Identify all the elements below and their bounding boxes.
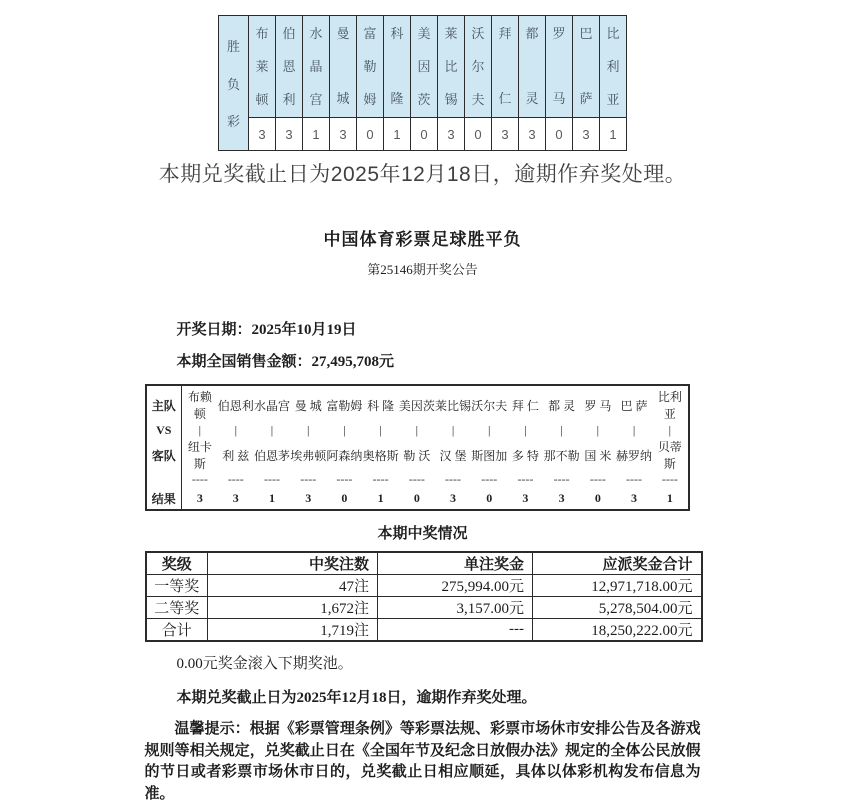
announcement-subtitle: 第25146期开奖公告 xyxy=(367,262,478,277)
team-name-7 xyxy=(438,16,464,117)
announcement-title: 中国体育彩票足球胜平负 xyxy=(323,230,522,249)
team-8-char-2: 夫 xyxy=(471,92,485,107)
vs-mark-10: | xyxy=(560,422,563,437)
team-13-char-2: 亚 xyxy=(606,92,620,107)
away-team-10: 那不勒 xyxy=(543,448,580,463)
pool-name-char-1: 负 xyxy=(226,76,240,92)
match-result-6: 0 xyxy=(413,490,420,505)
vs-mark-3: | xyxy=(307,422,310,437)
away-team-7: 汉 堡 xyxy=(439,448,467,463)
prize-cell-0-2: 275,994.00元 xyxy=(378,575,533,597)
prize-header-3: 应派奖金合计 xyxy=(533,552,702,575)
prize-header-0: 奖级 xyxy=(146,552,208,575)
team-12-char-1: 萨 xyxy=(579,91,593,106)
result-value-7: 3 xyxy=(438,118,465,151)
result-value-1: 3 xyxy=(276,118,303,151)
team-name-11 xyxy=(546,16,572,117)
result-header-table xyxy=(218,15,627,151)
away-team-13: 贝蒂斯 xyxy=(657,440,682,471)
match-table xyxy=(145,384,690,511)
team-6-char-0: 美 xyxy=(417,26,431,41)
vs-mark-12: | xyxy=(632,422,636,437)
team-6-char-2: 茨 xyxy=(417,92,431,107)
team-name-5 xyxy=(384,16,410,117)
match-row-label-r-home: 主队 xyxy=(146,385,182,422)
home-team-13: 比利亚 xyxy=(657,390,682,421)
team-name-3 xyxy=(330,16,356,117)
team-9-char-0: 拜 xyxy=(498,26,512,41)
team-0-char-1: 莱 xyxy=(255,59,269,74)
dash-mark-7: ---- xyxy=(445,472,462,486)
result-value-8: 0 xyxy=(465,118,492,151)
team-cell-2 xyxy=(303,16,330,118)
team-8-char-1: 尔 xyxy=(471,59,485,74)
team-name-9 xyxy=(492,16,518,117)
result-value-3: 3 xyxy=(330,118,357,151)
team-cell-5 xyxy=(384,16,411,118)
team-5-char-1: 隆 xyxy=(390,91,404,106)
dash-mark-3: ---- xyxy=(300,472,317,486)
pool-name-cell xyxy=(219,16,249,151)
team-0-char-0: 布 xyxy=(255,26,269,41)
team-cell-7 xyxy=(438,16,465,118)
vs-mark-6: | xyxy=(415,422,419,437)
away-team-9: 多 特 xyxy=(511,448,539,463)
match-result-0: 3 xyxy=(196,490,203,505)
team-name-13 xyxy=(600,16,626,117)
dash-mark-8: ---- xyxy=(481,472,498,486)
team-12-char-0: 巴 xyxy=(579,26,593,41)
result-value-0: 3 xyxy=(249,118,276,151)
result-value-6: 0 xyxy=(411,118,438,151)
result-value-2: 1 xyxy=(303,118,330,151)
prize-cell-2-0: 合计 xyxy=(146,619,208,642)
team-name-0 xyxy=(249,16,275,117)
team-name-6 xyxy=(411,16,437,117)
team-13-char-0: 比 xyxy=(606,26,620,41)
home-team-9: 拜 仁 xyxy=(511,398,539,413)
team-7-char-1: 比 xyxy=(444,59,458,74)
match-result-13: 1 xyxy=(666,490,673,505)
match-result-3: 3 xyxy=(305,490,312,505)
dash-mark-2: ---- xyxy=(264,472,280,486)
team-cell-12 xyxy=(573,16,600,118)
team-cell-6 xyxy=(411,16,438,118)
team-8-char-0: 沃 xyxy=(471,26,485,41)
home-team-7: 莱比锡 xyxy=(435,398,472,413)
dash-mark-6: ---- xyxy=(408,472,425,486)
home-team-11: 罗 马 xyxy=(584,398,612,413)
away-team-1: 利 兹 xyxy=(222,448,250,463)
match-result-1: 3 xyxy=(232,490,239,505)
prize-cell-2-1: 1,719注 xyxy=(208,619,378,642)
home-team-10: 都 灵 xyxy=(548,398,576,413)
team-name-1 xyxy=(276,16,302,117)
prize-cell-2-3: 18,250,222.00元 xyxy=(533,619,702,642)
team-cell-8 xyxy=(465,16,492,118)
home-team-1: 伯恩利 xyxy=(217,398,254,413)
prize-cell-0-3: 12,971,718.00元 xyxy=(533,575,702,597)
team-11-char-1: 马 xyxy=(552,91,566,106)
vs-mark-1: | xyxy=(234,422,237,437)
home-team-5: 科 隆 xyxy=(367,398,395,413)
team-name-12 xyxy=(573,16,599,117)
vs-mark-4: | xyxy=(343,422,346,437)
vs-mark-13: | xyxy=(668,422,672,437)
team-2-char-1: 晶 xyxy=(309,59,323,74)
away-team-8: 斯图加 xyxy=(471,448,508,463)
home-team-12: 巴 萨 xyxy=(620,398,648,413)
away-team-5: 奥格斯 xyxy=(362,448,399,463)
dash-mark-12: ---- xyxy=(626,472,643,486)
vs-mark-11: | xyxy=(596,422,600,437)
match-result-2: 1 xyxy=(269,490,275,505)
dash-mark-5: ---- xyxy=(372,472,389,486)
team-11-char-0: 罗 xyxy=(552,26,566,41)
match-result-7: 3 xyxy=(450,490,457,505)
match-result-11: 0 xyxy=(594,490,601,505)
team-cell-11 xyxy=(546,16,573,118)
match-result-5: 1 xyxy=(377,490,384,505)
dash-mark-10: ---- xyxy=(553,472,570,486)
dash-mark-0: ---- xyxy=(191,472,208,486)
match-result-8: 0 xyxy=(486,490,493,505)
home-team-2: 水晶宫 xyxy=(254,398,291,413)
prize-cell-1-3: 5,278,504.00元 xyxy=(533,597,702,619)
team-cell-0 xyxy=(249,16,276,118)
vs-mark-0: | xyxy=(198,422,202,437)
vs-mark-9: | xyxy=(524,422,527,437)
team-cell-13 xyxy=(600,16,627,118)
match-table-body xyxy=(146,385,689,510)
result-value-12: 3 xyxy=(573,118,600,151)
team-cell-4 xyxy=(357,16,384,118)
vs-mark-5: | xyxy=(379,422,382,437)
team-1-char-1: 恩 xyxy=(282,59,296,74)
prize-cell-0-1: 47注 xyxy=(208,575,378,597)
team-3-char-1: 城 xyxy=(336,91,350,106)
prize-cell-1-2: 3,157.00元 xyxy=(378,597,533,619)
top-deadline-notice: 本期兑奖截止日为2025年12月18日，逾期作弃奖处理。 xyxy=(158,163,687,186)
result-header-table-body xyxy=(219,16,627,151)
away-team-2: 伯恩茅 xyxy=(254,448,291,463)
prize-table xyxy=(145,551,703,642)
team-cell-3 xyxy=(330,16,357,118)
team-name-2 xyxy=(303,16,329,117)
team-6-char-1: 因 xyxy=(417,59,431,74)
match-row-label-r-dash xyxy=(146,472,182,487)
pool-name-text xyxy=(219,18,248,148)
match-result-9: 3 xyxy=(522,490,529,505)
tips-paragraph: 温馨提示：根据《彩票管理条例》等彩票法规、彩票市场休市安排公告及各游戏规则等相关规定，兑奖截止日在《全国年节及纪念日放假办法》规定的全体公民放假的节日或者彩票市场休市日的，兑奖截止日相应顺延，具体以体彩机构发布信息为准。 xyxy=(144,721,701,802)
dash-mark-13: ---- xyxy=(661,472,678,486)
away-team-0: 纽卡斯 xyxy=(187,440,212,471)
team-0-char-2: 顿 xyxy=(255,92,269,107)
away-team-12: 赫罗纳 xyxy=(616,448,653,463)
team-9-char-1: 仁 xyxy=(498,91,512,106)
vs-mark-2: | xyxy=(270,422,274,437)
away-team-11: 国 米 xyxy=(584,448,612,463)
top-results-section xyxy=(0,0,845,188)
team-2-char-2: 宫 xyxy=(309,92,323,107)
result-value-10: 3 xyxy=(519,118,546,151)
team-10-char-0: 都 xyxy=(525,26,539,41)
match-result-12: 3 xyxy=(631,490,638,505)
away-team-4: 阿森纳 xyxy=(326,448,363,463)
sales-amount-line: 本期全国销售金额：27,495,708元 xyxy=(176,354,395,370)
pool-name-char-2: 彩 xyxy=(226,113,240,129)
prize-header-2: 单注奖金 xyxy=(378,552,533,575)
home-team-8: 沃尔夫 xyxy=(471,398,508,413)
dash-mark-4: ---- xyxy=(336,472,353,486)
home-team-4: 富勒姆 xyxy=(326,398,363,413)
vs-mark-8: | xyxy=(488,422,491,437)
prize-cell-1-1: 1,672注 xyxy=(208,597,378,619)
team-4-char-1: 勒 xyxy=(363,59,377,74)
team-cell-10 xyxy=(519,16,546,118)
match-result-10: 3 xyxy=(558,490,565,505)
dash-mark-9: ---- xyxy=(517,472,534,486)
vs-mark-7: | xyxy=(451,422,455,437)
away-team-3: 埃弗顿 xyxy=(290,448,327,463)
team-1-char-0: 伯 xyxy=(282,26,296,41)
match-row-label-r-vs: VS xyxy=(146,422,182,438)
prize-table-body xyxy=(146,552,702,641)
team-4-char-0: 富 xyxy=(363,26,377,41)
match-row-label-r-res: 结果 xyxy=(146,487,182,510)
result-value-4: 0 xyxy=(357,118,384,151)
team-10-char-1: 灵 xyxy=(525,91,539,106)
result-value-13: 1 xyxy=(600,118,627,151)
prize-cell-2-2: --- xyxy=(378,619,533,642)
team-3-char-0: 曼 xyxy=(336,26,350,41)
dash-mark-11: ---- xyxy=(589,472,606,486)
prize-cell-1-0: 二等奖 xyxy=(146,597,208,619)
winning-section-title: 本期中奖情况 xyxy=(377,526,468,542)
pool-name-char-0: 胜 xyxy=(226,39,240,55)
team-7-char-0: 莱 xyxy=(444,26,458,41)
prize-cell-0-0: 一等奖 xyxy=(146,575,208,597)
team-2-char-0: 水 xyxy=(309,26,323,41)
team-4-char-2: 姆 xyxy=(363,92,377,107)
home-team-3: 曼 城 xyxy=(294,398,322,413)
team-name-4 xyxy=(357,16,383,117)
team-1-char-2: 利 xyxy=(282,92,296,107)
announcement-section xyxy=(145,225,701,805)
result-value-9: 3 xyxy=(492,118,519,151)
team-5-char-0: 科 xyxy=(390,26,404,41)
match-result-4: 0 xyxy=(341,490,348,505)
team-7-char-2: 锡 xyxy=(444,92,458,107)
away-team-6: 勒 沃 xyxy=(403,448,431,463)
team-13-char-1: 利 xyxy=(606,59,620,74)
home-team-0: 布赖顿 xyxy=(187,390,212,421)
match-row-label-r-away: 客队 xyxy=(146,438,182,472)
result-value-5: 1 xyxy=(384,118,411,151)
team-name-10 xyxy=(519,16,545,117)
team-name-8 xyxy=(465,16,491,117)
team-cell-1 xyxy=(276,16,303,118)
dash-mark-1: ---- xyxy=(227,472,244,486)
rollover-line: 0.00元奖金滚入下期奖池。 xyxy=(176,656,353,672)
deadline-line: 本期兑奖截止日为2025年12月18日，逾期作弃奖处理。 xyxy=(176,690,537,706)
home-team-6: 美因茨 xyxy=(398,398,435,413)
prize-header-1: 中奖注数 xyxy=(208,552,378,575)
draw-date-line: 开奖日期：2025年10月19日 xyxy=(176,322,357,338)
team-cell-9 xyxy=(492,16,519,118)
result-value-11: 0 xyxy=(546,118,573,151)
